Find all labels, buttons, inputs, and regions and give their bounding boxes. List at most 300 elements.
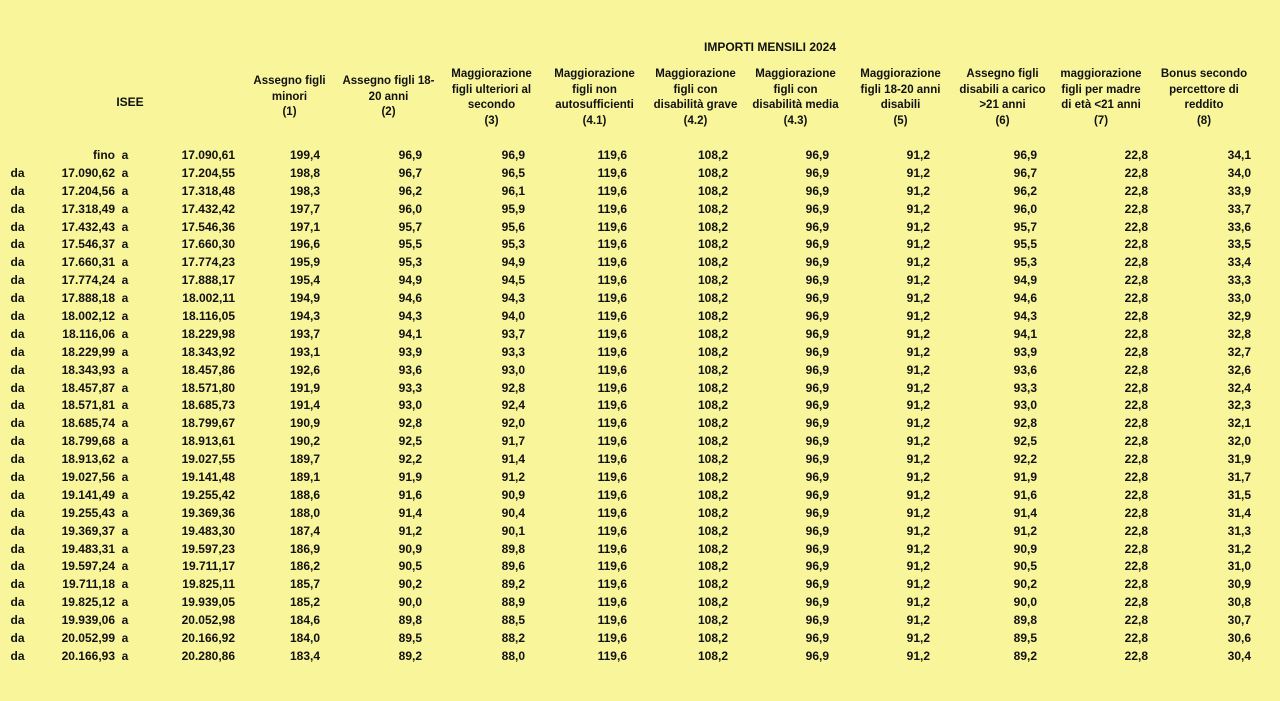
table-row	[0, 593, 1251, 611]
amount-cell: 96,9	[805, 559, 829, 574]
amount-cell: 91,2	[398, 523, 422, 538]
column-header-line: figli ulteriori al	[451, 83, 532, 96]
amount-cell: 96,9	[805, 147, 829, 162]
amount-cell: 119,6	[597, 380, 627, 395]
isee-to: 20.052,98	[181, 613, 235, 628]
isee-to: 20.280,86	[181, 648, 235, 663]
amount-cell: 91,2	[906, 613, 930, 628]
range-sep: a	[121, 577, 129, 592]
row-prefix: da	[10, 291, 25, 306]
amount-cell: 119,6	[597, 398, 627, 413]
amount-cell: 108,2	[697, 541, 728, 556]
amount-cell: 108,2	[697, 523, 728, 538]
row-prefix: da	[10, 344, 25, 359]
table-row	[0, 450, 1251, 468]
column-header-line: Maggiorazione	[554, 68, 635, 80]
amount-cell: 119,6	[597, 577, 627, 592]
amount-cell: 197,7	[289, 201, 320, 216]
isee-from: 17.546,37	[61, 237, 115, 252]
amount-cell: 93,0	[1013, 398, 1037, 413]
isee-from: 18.229,99	[61, 344, 115, 359]
column-header-line: Assegno figli 18-	[342, 75, 435, 87]
column-header	[745, 67, 846, 129]
isee-from: 17.888,18	[61, 291, 115, 306]
column-header-line: Maggiorazione	[755, 68, 836, 80]
row-prefix: da	[10, 469, 25, 484]
row-prefix: da	[10, 398, 25, 413]
column-header-line: Assegno figli	[966, 68, 1039, 80]
amount-cell: 184,0	[289, 630, 320, 645]
amount-cell: 91,2	[906, 505, 930, 520]
isee-to: 17.888,17	[181, 273, 235, 288]
isee-from: 19.711,18	[62, 577, 115, 592]
column-header-line: secondo	[467, 99, 516, 111]
amount-cell: 119,6	[597, 648, 627, 663]
isee-from: 20.052,99	[61, 630, 115, 645]
amount-cell: 22,8	[1124, 219, 1148, 234]
column-header-line: Assegno figli	[253, 75, 326, 87]
amount-cell: 108,2	[697, 362, 728, 377]
amount-cell: 22,8	[1124, 523, 1148, 538]
amount-cell: 94,9	[501, 255, 525, 270]
amount-cell: 96,9	[398, 147, 422, 162]
amount-cell: 96,9	[805, 541, 829, 556]
amount-cell: 92,5	[1013, 434, 1037, 449]
amount-cell: 94,5	[501, 273, 525, 288]
row-prefix: da	[10, 380, 25, 395]
amount-cell: 91,2	[906, 183, 930, 198]
isee-to: 17.546,36	[181, 219, 235, 234]
amount-cell: 94,1	[1013, 326, 1037, 341]
column-header	[955, 67, 1050, 129]
amount-cell: 91,2	[906, 541, 930, 556]
amount-cell: 119,6	[597, 434, 627, 449]
range-sep: a	[121, 648, 129, 663]
amount-cell: 22,8	[1124, 201, 1148, 216]
isee-from: 18.685,74	[61, 416, 115, 431]
amount-cell: 94,6	[1013, 291, 1037, 306]
amount-cell: 32,3	[1227, 398, 1251, 413]
amount-cell: 32,6	[1227, 362, 1251, 377]
row-prefix: da	[10, 523, 25, 538]
amount-cell: 119,6	[597, 291, 627, 306]
row-prefix: da	[10, 487, 25, 502]
amount-cell: 94,9	[398, 273, 422, 288]
amount-cell: 31,5	[1227, 487, 1251, 502]
amount-cell: 91,2	[906, 648, 930, 663]
column-header-line: (6)	[995, 114, 1010, 127]
amount-cell: 93,9	[398, 344, 422, 359]
column-header-line: Maggiorazione	[451, 68, 532, 80]
amount-cell: 33,0	[1227, 291, 1251, 306]
amount-cell: 91,7	[501, 434, 525, 449]
amount-cell: 93,7	[501, 326, 525, 341]
amount-cell: 189,7	[289, 452, 320, 467]
amount-cell: 108,2	[697, 165, 728, 180]
amount-cell: 108,2	[697, 201, 728, 216]
amount-cell: 22,8	[1124, 505, 1148, 520]
amount-cell: 108,2	[697, 469, 728, 484]
amount-cell: 95,7	[398, 219, 422, 234]
isee-to: 19.027,55	[181, 452, 235, 467]
amount-cell: 91,2	[501, 469, 525, 484]
amount-cell: 91,2	[906, 630, 930, 645]
table-row	[0, 647, 1251, 665]
column-header-line: (4.3)	[783, 114, 808, 127]
amount-cell: 96,5	[501, 165, 525, 180]
table-row	[0, 379, 1251, 397]
amount-cell: 92,8	[398, 416, 422, 431]
column-header-line: Bonus secondo	[1160, 68, 1248, 80]
amount-cell: 91,2	[906, 165, 930, 180]
amount-cell: 90,0	[398, 595, 422, 610]
amount-cell: 96,7	[1013, 165, 1037, 180]
amount-cell: 96,9	[805, 291, 829, 306]
column-header-line: disabilità grave	[653, 99, 738, 111]
amount-cell: 108,2	[697, 273, 728, 288]
isee-to: 18.116,05	[182, 308, 235, 323]
amount-cell: 91,6	[398, 487, 422, 502]
amount-cell: 195,4	[289, 273, 320, 288]
amount-cell: 108,2	[697, 577, 728, 592]
amount-cell: 22,8	[1124, 416, 1148, 431]
table-row	[0, 557, 1251, 575]
range-sep: a	[121, 201, 129, 216]
amount-cell: 33,7	[1227, 201, 1251, 216]
amount-cell: 119,6	[597, 219, 627, 234]
isee-from: 18.002,12	[61, 308, 115, 323]
amount-cell: 96,9	[805, 487, 829, 502]
amount-cell: 119,6	[597, 469, 627, 484]
isee-to: 18.343,92	[181, 344, 235, 359]
row-prefix: da	[10, 416, 25, 431]
amount-cell: 90,5	[1013, 559, 1037, 574]
isee-from: 19.825,12	[61, 595, 115, 610]
isee-from: 19.141,49	[61, 487, 115, 502]
amount-cell: 91,2	[906, 326, 930, 341]
row-prefix: da	[10, 273, 25, 288]
amount-cell: 93,9	[1013, 344, 1037, 359]
amount-cell: 93,0	[501, 362, 525, 377]
row-prefix: da	[10, 237, 25, 252]
amount-cell: 93,3	[501, 344, 525, 359]
isee-to: 19.255,42	[181, 487, 235, 502]
amount-cell: 91,2	[906, 237, 930, 252]
table-row	[0, 146, 1251, 164]
amount-cell: 95,5	[1013, 237, 1037, 252]
table-row	[0, 289, 1251, 307]
amount-cell: 22,8	[1124, 326, 1148, 341]
column-header-line: autosufficienti	[555, 99, 634, 111]
amount-cell: 22,8	[1124, 648, 1148, 663]
range-sep: a	[121, 398, 129, 413]
amount-cell: 190,2	[289, 434, 320, 449]
amount-cell: 96,9	[805, 434, 829, 449]
row-prefix: da	[10, 183, 25, 198]
amount-cell: 33,9	[1227, 183, 1251, 198]
amount-cell: 119,6	[597, 362, 627, 377]
amount-cell: 92,2	[398, 452, 422, 467]
isee-from: 18.457,87	[61, 380, 115, 395]
data-table	[0, 146, 1251, 665]
amount-cell: 108,2	[697, 487, 728, 502]
amount-cell: 108,2	[697, 183, 728, 198]
column-header	[1152, 67, 1256, 129]
isee-from: 17.318,49	[61, 201, 115, 216]
amount-cell: 22,8	[1124, 165, 1148, 180]
amount-cell: 31,7	[1227, 469, 1251, 484]
amount-cell: 119,6	[597, 308, 627, 323]
amount-cell: 93,0	[398, 398, 422, 413]
amount-cell: 199,4	[289, 147, 320, 162]
amount-cell: 89,2	[398, 648, 422, 663]
row-prefix: da	[10, 559, 25, 574]
range-sep: a	[121, 344, 129, 359]
column-header-line: minori	[271, 90, 308, 103]
isee-from: 17.204,56	[61, 183, 115, 198]
amount-cell: 108,2	[697, 630, 728, 645]
amount-cell: 119,6	[597, 487, 627, 502]
amount-cell: 194,9	[289, 291, 320, 306]
column-header	[846, 67, 955, 129]
isee-to: 19.825,11	[182, 577, 235, 592]
isee-from: 19.255,43	[61, 505, 115, 520]
amount-cell: 91,2	[906, 559, 930, 574]
column-header-line: 20 anni	[368, 90, 409, 103]
amount-cell: 30,4	[1227, 648, 1251, 663]
isee-from: 17.432,43	[61, 219, 115, 234]
row-prefix	[0, 146, 35, 164]
amount-cell: 32,4	[1227, 380, 1251, 395]
amount-cell: 94,0	[501, 308, 525, 323]
column-header-line: maggiorazione	[1060, 68, 1142, 80]
column-header-line: disabilità media	[752, 99, 839, 111]
amount-cell: 108,2	[697, 505, 728, 520]
amount-cell: 33,4	[1227, 255, 1251, 270]
amount-cell: 95,3	[398, 255, 422, 270]
isee-to: 19.939,05	[181, 595, 235, 610]
isee-to: 17.090,61	[181, 147, 235, 162]
amount-cell: 186,9	[289, 541, 320, 556]
amount-cell: 89,8	[1013, 613, 1037, 628]
amount-cell: 119,6	[597, 416, 627, 431]
column-header-line: (2)	[381, 106, 396, 118]
isee-to: 20.166,92	[181, 630, 235, 645]
amount-cell: 92,8	[1013, 416, 1037, 431]
row-prefix: da	[10, 630, 25, 645]
range-sep: a	[121, 291, 129, 306]
range-sep: a	[121, 255, 129, 270]
column-header-line: >21 anni	[979, 99, 1026, 111]
amount-cell: 91,2	[906, 452, 930, 467]
isee-from: 17.660,31	[61, 255, 115, 270]
column-header-line: figli 18-20 anni	[860, 83, 941, 96]
amount-cell: 108,2	[697, 308, 728, 323]
isee-to: 18.002,11	[182, 291, 235, 306]
table-row	[0, 361, 1251, 379]
table-row	[0, 164, 1251, 182]
range-sep: a	[121, 326, 129, 341]
amount-cell: 119,6	[597, 523, 627, 538]
row-prefix: da	[10, 577, 25, 592]
table-row	[0, 307, 1251, 325]
amount-cell: 96,2	[1013, 183, 1037, 198]
table-row	[0, 486, 1251, 504]
amount-cell: 96,9	[805, 219, 829, 234]
isee-from: 19.483,31	[61, 541, 115, 556]
column-header	[440, 67, 543, 129]
amount-cell: 94,1	[398, 326, 422, 341]
amount-cell: 31,0	[1227, 559, 1251, 574]
amount-cell: 96,9	[805, 648, 829, 663]
column-header	[646, 67, 745, 129]
amount-cell: 108,2	[697, 452, 728, 467]
amount-cell: 188,0	[289, 505, 320, 520]
range-sep: a	[121, 523, 129, 538]
row-prefix: da	[10, 648, 25, 663]
range-sep: a	[121, 273, 129, 288]
table-row	[0, 325, 1251, 343]
amount-cell: 188,6	[289, 487, 320, 502]
amount-cell: 195,9	[289, 255, 320, 270]
amount-cell: 108,2	[697, 291, 728, 306]
amount-cell: 193,7	[289, 326, 320, 341]
amount-cell: 95,5	[398, 237, 422, 252]
amount-cell: 22,8	[1124, 487, 1148, 502]
amount-cell: 89,2	[1013, 648, 1037, 663]
column-header-line: figli non	[572, 83, 617, 96]
isee-to: 18.229,98	[181, 326, 235, 341]
amount-cell: 22,8	[1124, 559, 1148, 574]
row-prefix: da	[10, 362, 25, 377]
amount-cell: 34,0	[1227, 165, 1251, 180]
isee-to: 19.483,30	[181, 523, 235, 538]
range-sep: a	[121, 183, 129, 198]
amount-cell: 22,8	[1124, 595, 1148, 610]
amount-cell: 33,6	[1227, 219, 1251, 234]
amount-cell: 96,0	[1013, 201, 1037, 216]
amount-cell: 119,6	[597, 452, 627, 467]
amount-cell: 88,2	[501, 630, 525, 645]
column-header-line: (4.2)	[683, 114, 708, 127]
amount-cell: 119,6	[597, 559, 627, 574]
amount-cell: 91,2	[906, 344, 930, 359]
amount-cell: 22,8	[1124, 308, 1148, 323]
amount-cell: 33,5	[1227, 237, 1251, 252]
amount-cell: 108,2	[697, 648, 728, 663]
amount-cell: 189,1	[289, 469, 320, 484]
amount-cell: 90,0	[1013, 595, 1037, 610]
amount-cell: 31,3	[1227, 523, 1251, 538]
amount-cell: 91,9	[1013, 469, 1037, 484]
amount-cell: 90,1	[501, 523, 525, 538]
amount-cell: 91,2	[906, 291, 930, 306]
amount-cell: 30,6	[1227, 630, 1251, 645]
column-header-line: figli con	[673, 83, 718, 96]
column-header-line: (8)	[1196, 114, 1212, 127]
amount-cell: 96,9	[805, 613, 829, 628]
amount-cell: 90,2	[1013, 577, 1037, 592]
row-prefix: da	[10, 326, 25, 341]
amount-cell: 88,0	[501, 648, 525, 663]
amount-cell: 89,8	[398, 613, 422, 628]
column-header-line: (4.1)	[582, 114, 607, 127]
column-header-line: figli con	[773, 83, 818, 96]
amount-cell: 193,1	[289, 344, 320, 359]
amount-cell: 95,7	[1013, 219, 1037, 234]
amount-cell: 119,6	[597, 237, 627, 252]
amount-cell: 96,9	[805, 344, 829, 359]
isee-to: 18.799,67	[181, 416, 235, 431]
amount-cell: 95,3	[1013, 255, 1037, 270]
amount-cell: 96,9	[805, 201, 829, 216]
isee-to: 17.204,55	[181, 165, 235, 180]
amount-cell: 185,2	[289, 595, 320, 610]
table-row	[0, 540, 1251, 558]
amount-cell: 108,2	[697, 398, 728, 413]
amount-cell: 119,6	[597, 505, 627, 520]
amount-cell: 93,3	[398, 380, 422, 395]
isee-to: 17.660,30	[181, 237, 235, 252]
amount-cell: 92,8	[501, 380, 525, 395]
amount-cell: 22,8	[1124, 452, 1148, 467]
amount-cell: 96,0	[398, 201, 422, 216]
isee-from: 18.116,06	[62, 326, 115, 341]
isee-to: 19.711,17	[182, 559, 235, 574]
amount-cell: 94,9	[1013, 273, 1037, 288]
amount-cell: 93,3	[1013, 380, 1037, 395]
table-row	[0, 396, 1251, 414]
amount-cell: 108,2	[697, 255, 728, 270]
amount-cell: 92,4	[501, 398, 525, 413]
column-header-line: (7)	[1093, 114, 1109, 127]
isee-to: 17.774,23	[181, 255, 235, 270]
table-row	[0, 432, 1251, 450]
amount-cell: 22,8	[1124, 577, 1148, 592]
amount-cell: 34,1	[1227, 147, 1251, 162]
amount-cell: 31,4	[1227, 505, 1251, 520]
amount-cell: 185,7	[289, 577, 320, 592]
table-row	[0, 414, 1251, 432]
amount-cell: 91,2	[906, 308, 930, 323]
amount-cell: 191,9	[289, 380, 320, 395]
amount-cell: 32,8	[1227, 326, 1251, 341]
row-prefix: da	[10, 308, 25, 323]
range-sep: a	[121, 147, 129, 162]
amount-cell: 89,5	[398, 630, 422, 645]
range-sep: a	[121, 237, 129, 252]
table-row	[0, 182, 1251, 200]
amount-cell: 22,8	[1124, 344, 1148, 359]
amount-cell: 96,9	[805, 237, 829, 252]
isee-from: 18.913,62	[61, 452, 115, 467]
amount-cell: 91,2	[906, 595, 930, 610]
amount-cell: 32,0	[1227, 434, 1251, 449]
amount-cell: 108,2	[697, 219, 728, 234]
range-sep: a	[121, 165, 129, 180]
isee-to: 19.597,23	[181, 541, 235, 556]
amount-cell: 90,9	[1013, 541, 1037, 556]
row-prefix: da	[10, 595, 25, 610]
amount-cell: 94,3	[1013, 308, 1037, 323]
range-sep: a	[121, 469, 129, 484]
amount-cell: 108,2	[697, 613, 728, 628]
amount-cell: 96,7	[398, 165, 422, 180]
amount-cell: 108,2	[697, 595, 728, 610]
column-header-line: disabili a carico	[959, 83, 1046, 96]
amount-cell: 96,9	[805, 326, 829, 341]
amount-cell: 94,3	[398, 308, 422, 323]
